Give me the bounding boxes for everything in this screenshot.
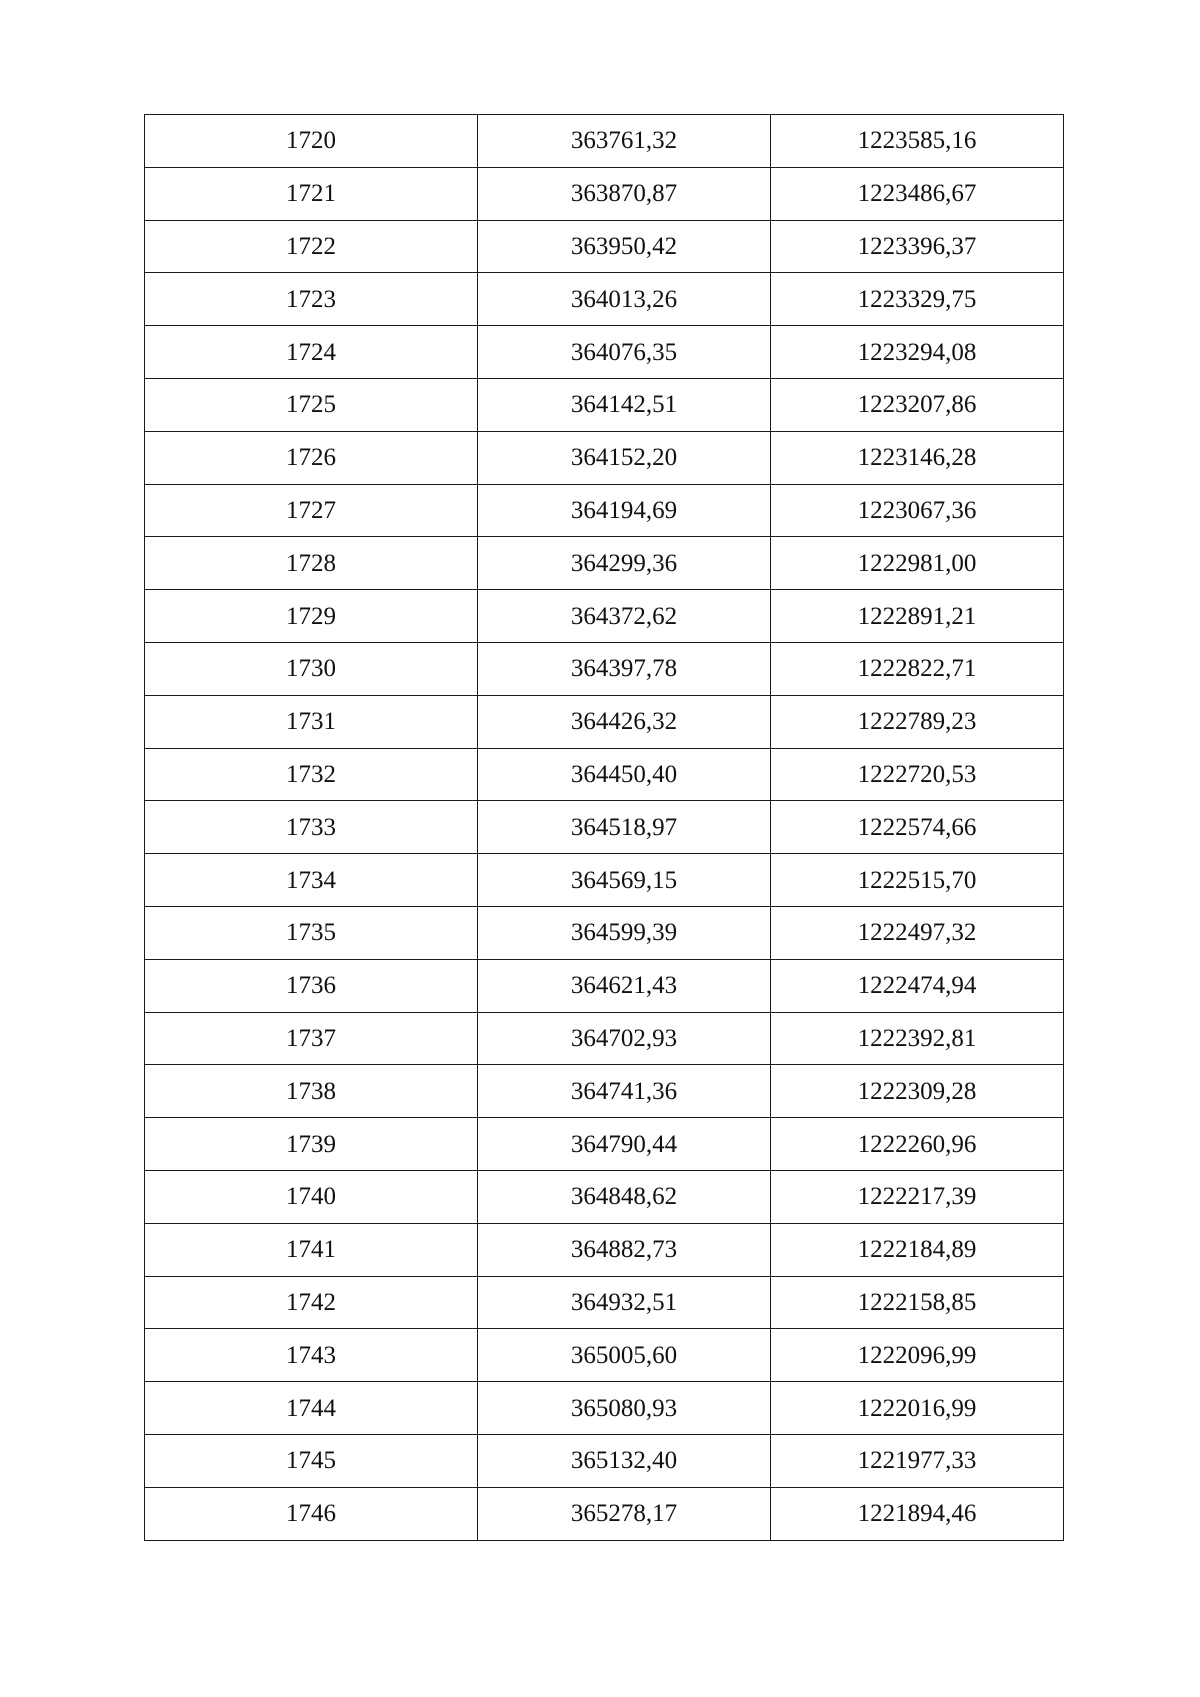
y-coordinate-cell: 1222497,32	[771, 906, 1064, 959]
coordinates-table	[144, 114, 1064, 1541]
point-number-cell: 1722	[145, 220, 478, 273]
y-coordinate-cell: 1222515,70	[771, 854, 1064, 907]
x-coordinate-cell: 364194,69	[478, 484, 771, 537]
y-coordinate-cell: 1223585,16	[771, 115, 1064, 168]
x-coordinate-cell: 363761,32	[478, 115, 771, 168]
y-coordinate-cell: 1223146,28	[771, 431, 1064, 484]
point-number-cell: 1740	[145, 1170, 478, 1223]
table-row	[145, 431, 1064, 484]
table-row	[145, 326, 1064, 379]
table-row	[145, 695, 1064, 748]
y-coordinate-cell: 1223396,37	[771, 220, 1064, 273]
x-coordinate-cell: 364702,93	[478, 1012, 771, 1065]
table-row	[145, 115, 1064, 168]
y-coordinate-cell: 1223294,08	[771, 326, 1064, 379]
y-coordinate-cell: 1222016,99	[771, 1382, 1064, 1435]
table-row	[145, 273, 1064, 326]
point-number-cell: 1743	[145, 1329, 478, 1382]
y-coordinate-cell: 1222392,81	[771, 1012, 1064, 1065]
y-coordinate-cell: 1223486,67	[771, 167, 1064, 220]
table-row	[145, 590, 1064, 643]
table-row	[145, 1118, 1064, 1171]
y-coordinate-cell: 1221894,46	[771, 1487, 1064, 1540]
y-coordinate-cell: 1222891,21	[771, 590, 1064, 643]
table-row	[145, 1276, 1064, 1329]
point-number-cell: 1734	[145, 854, 478, 907]
point-number-cell: 1741	[145, 1223, 478, 1276]
point-number-cell: 1732	[145, 748, 478, 801]
point-number-cell: 1744	[145, 1382, 478, 1435]
point-number-cell: 1746	[145, 1487, 478, 1540]
table-row	[145, 642, 1064, 695]
table-row	[145, 167, 1064, 220]
point-number-cell: 1727	[145, 484, 478, 537]
point-number-cell: 1735	[145, 906, 478, 959]
x-coordinate-cell: 364621,43	[478, 959, 771, 1012]
table-row	[145, 1329, 1064, 1382]
point-number-cell: 1728	[145, 537, 478, 590]
point-number-cell: 1730	[145, 642, 478, 695]
y-coordinate-cell: 1222184,89	[771, 1223, 1064, 1276]
y-coordinate-cell: 1222158,85	[771, 1276, 1064, 1329]
x-coordinate-cell: 364152,20	[478, 431, 771, 484]
point-number-cell: 1742	[145, 1276, 478, 1329]
table-row	[145, 1065, 1064, 1118]
table-row	[145, 1382, 1064, 1435]
point-number-cell: 1733	[145, 801, 478, 854]
y-coordinate-cell: 1222260,96	[771, 1118, 1064, 1171]
point-number-cell: 1737	[145, 1012, 478, 1065]
point-number-cell: 1739	[145, 1118, 478, 1171]
x-coordinate-cell: 364142,51	[478, 378, 771, 431]
x-coordinate-cell: 364013,26	[478, 273, 771, 326]
point-number-cell: 1721	[145, 167, 478, 220]
y-coordinate-cell: 1222789,23	[771, 695, 1064, 748]
x-coordinate-cell: 364076,35	[478, 326, 771, 379]
x-coordinate-cell: 364599,39	[478, 906, 771, 959]
point-number-cell: 1731	[145, 695, 478, 748]
point-number-cell: 1720	[145, 115, 478, 168]
y-coordinate-cell: 1222720,53	[771, 748, 1064, 801]
x-coordinate-cell: 364426,32	[478, 695, 771, 748]
y-coordinate-cell: 1222309,28	[771, 1065, 1064, 1118]
point-number-cell: 1725	[145, 378, 478, 431]
x-coordinate-cell: 364790,44	[478, 1118, 771, 1171]
point-number-cell: 1738	[145, 1065, 478, 1118]
x-coordinate-cell: 365278,17	[478, 1487, 771, 1540]
y-coordinate-cell: 1222981,00	[771, 537, 1064, 590]
point-number-cell: 1724	[145, 326, 478, 379]
x-coordinate-cell: 364397,78	[478, 642, 771, 695]
table-row	[145, 959, 1064, 1012]
coordinates-table-body	[145, 115, 1064, 1541]
table-row	[145, 748, 1064, 801]
x-coordinate-cell: 364518,97	[478, 801, 771, 854]
y-coordinate-cell: 1222096,99	[771, 1329, 1064, 1382]
y-coordinate-cell: 1222574,66	[771, 801, 1064, 854]
x-coordinate-cell: 365005,60	[478, 1329, 771, 1382]
table-row	[145, 484, 1064, 537]
x-coordinate-cell: 364372,62	[478, 590, 771, 643]
point-number-cell: 1729	[145, 590, 478, 643]
y-coordinate-cell: 1222822,71	[771, 642, 1064, 695]
y-coordinate-cell: 1223207,86	[771, 378, 1064, 431]
x-coordinate-cell: 363870,87	[478, 167, 771, 220]
x-coordinate-cell: 364450,40	[478, 748, 771, 801]
x-coordinate-cell: 364932,51	[478, 1276, 771, 1329]
x-coordinate-cell: 364569,15	[478, 854, 771, 907]
y-coordinate-cell: 1221977,33	[771, 1434, 1064, 1487]
y-coordinate-cell: 1223067,36	[771, 484, 1064, 537]
y-coordinate-cell: 1222217,39	[771, 1170, 1064, 1223]
x-coordinate-cell: 364882,73	[478, 1223, 771, 1276]
table-row	[145, 1223, 1064, 1276]
point-number-cell: 1736	[145, 959, 478, 1012]
coordinates-table-container	[144, 114, 1063, 1541]
point-number-cell: 1726	[145, 431, 478, 484]
table-row	[145, 1012, 1064, 1065]
x-coordinate-cell: 365132,40	[478, 1434, 771, 1487]
table-row	[145, 1170, 1064, 1223]
table-row	[145, 854, 1064, 907]
table-row	[145, 1434, 1064, 1487]
x-coordinate-cell: 364299,36	[478, 537, 771, 590]
y-coordinate-cell: 1223329,75	[771, 273, 1064, 326]
y-coordinate-cell: 1222474,94	[771, 959, 1064, 1012]
table-row	[145, 1487, 1064, 1540]
x-coordinate-cell: 363950,42	[478, 220, 771, 273]
table-row	[145, 220, 1064, 273]
point-number-cell: 1745	[145, 1434, 478, 1487]
table-row	[145, 906, 1064, 959]
table-row	[145, 801, 1064, 854]
x-coordinate-cell: 364741,36	[478, 1065, 771, 1118]
x-coordinate-cell: 364848,62	[478, 1170, 771, 1223]
point-number-cell: 1723	[145, 273, 478, 326]
table-row	[145, 378, 1064, 431]
x-coordinate-cell: 365080,93	[478, 1382, 771, 1435]
table-row	[145, 537, 1064, 590]
